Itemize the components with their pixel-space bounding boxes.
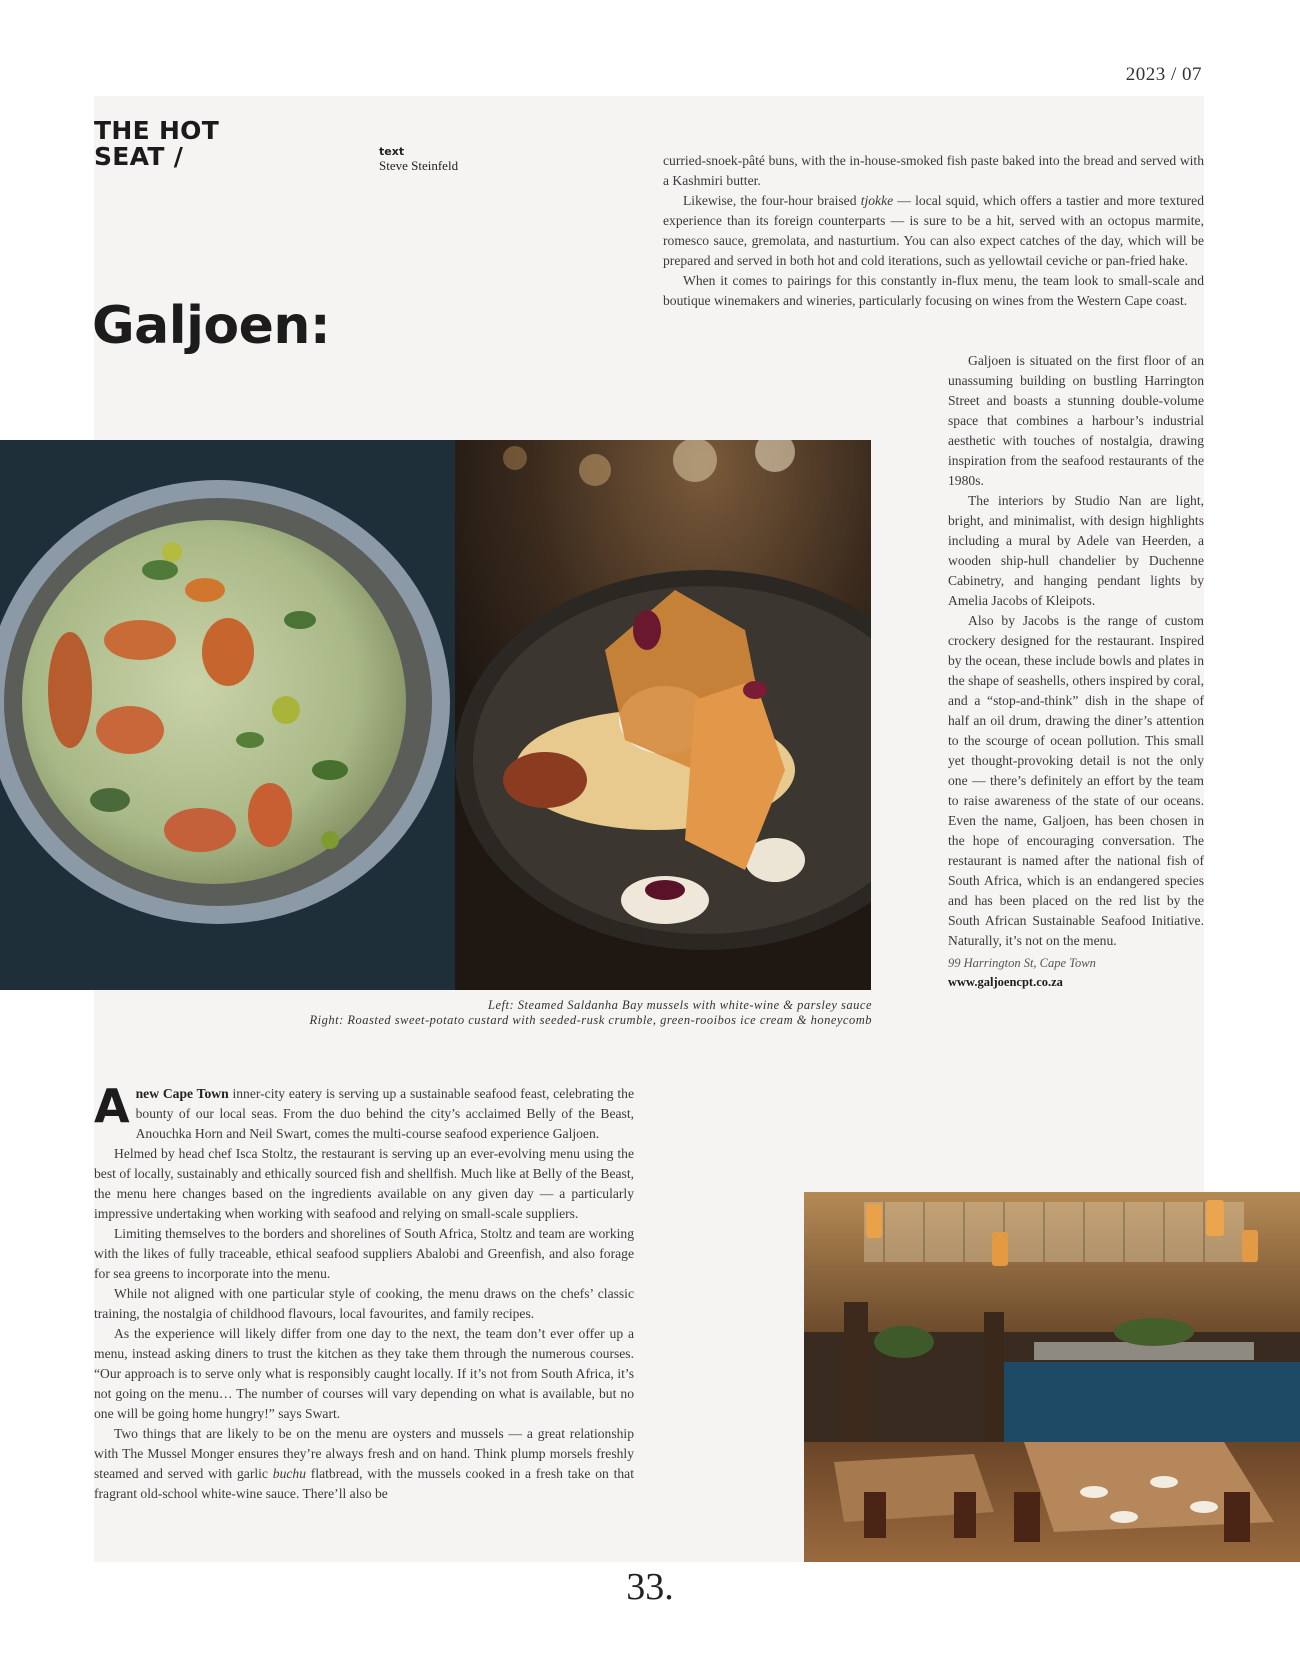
mussels-photo — [0, 440, 455, 990]
article-paragraph: Galjoen is situated on the first floor of an unassuming building on bustling Harrington Street and boasts a stunning double-volume space that combines a harbour’s industrial aesthetic with touches of nostalgia, drawing inspiration from the seafood restaurants of the 1980s. — [948, 353, 1204, 488]
caption-line-left: Left: Steamed Saldanha Bay mussels with white-wine & parsley sauce — [488, 998, 872, 1012]
drop-cap: A — [94, 1079, 130, 1133]
byline-author: Steve Steinfeld — [379, 158, 459, 173]
article-headline: Galjoen: — [92, 296, 331, 356]
page-number: 33. — [626, 1566, 674, 1608]
byline — [379, 145, 458, 173]
article-column-top — [663, 151, 1204, 311]
article-paragraph: While not aligned with one particular style of cooking, the menu draws on the chefs’ classic training, the nostalgia of childhood flavours, local favourites, and family recipes. — [94, 1286, 634, 1321]
section-label-line-1: THE HOT — [94, 116, 220, 145]
byline-label: text — [379, 145, 405, 158]
article-column-main — [94, 1079, 634, 1504]
article-column-right — [948, 351, 1204, 991]
article-paragraph: Limiting themselves to the borders and shorelines of South Africa, Stoltz and team are working with the likes of fully traceable, ethical seafood suppliers Abalobi and Greenfish, and also forage for sea greens to incorporate into the menu. — [94, 1226, 634, 1281]
section-label — [94, 118, 219, 170]
photo-caption — [309, 998, 872, 1028]
article-paragraph: Helmed by head chef Isca Stoltz, the restaurant is serving up an ever-evolving menu using the best of locally, sustainably and ethically sourced fish and shellfish. Much like at Belly of the Beast, the menu here changes based on the ingredients available on any given day — a particularly impressive undertaking when working with seafood and relying on small-scale suppliers. — [94, 1146, 634, 1221]
restaurant-website-link[interactable]: www.galjoencpt.co.za — [948, 975, 1063, 989]
dessert-photo — [455, 440, 871, 990]
section-label-line-2: SEAT / — [94, 142, 184, 171]
issue-date: 2023 / 07 — [1125, 64, 1202, 85]
lead-in: new Cape Town — [135, 1086, 229, 1101]
article-paragraph: curried-snoek-pâté buns, with the in-house-smoked fish paste baked into the bread and served with a Kashmiri butter. — [663, 153, 1204, 188]
caption-line-right: Right: Roasted sweet-potato custard with seeded-rusk crumble, green-rooibos ice cream & honeycomb — [309, 1013, 872, 1027]
article-paragraph: Two things that are likely to be on the menu are oysters and mussels — a great relationship with The Mussel Monger ensures they’re always fresh and on hand. Think plump morsels freshly steamed and served with garlic buchu flatbread, with the mussels cooked in a fresh take on that fragrant old-school white-wine sauce. There’ll also be — [94, 1426, 634, 1501]
article-paragraph: The interiors by Studio Nan are light, bright, and minimalist, with design highlights including a mural by Adele van Heerden, a wooden ship-hull chandelier by Duchenne Cabinetry, and hanging pendant lights by Amelia Jacobs of Kleipots. — [948, 493, 1204, 608]
restaurant-address: 99 Harrington St, Cape Town — [948, 956, 1096, 970]
article-paragraph: Also by Jacobs is the range of custom crockery designed for the restaurant. Inspired by the ocean, these include bowls and plates in the shape of seashells, others inspired by coral, and a “stop-and-think” dish in the shape of half an oil drum, drawing the diner’s attention to the scourge of ocean pollution. This small yet thought-provoking detail is not the only one — there’s definitely an effort by the team to raise awareness of the state of our oceans. Even the name, Galjoen, has been chosen in the hope of encouraging conversation. The restaurant is named after the national fish of South Africa, which is an endangered species and has been placed on the red list by the South African Sustainable Seafood Initiative. Naturally, it’s not on the menu. — [948, 613, 1204, 948]
restaurant-interior-photo — [804, 1192, 1300, 1562]
article-intro-paragraph: Anew Cape Town inner-city eatery is serving up a sustainable seafood feast, celebrating the bounty of our local seas. From the duo behind the city’s acclaimed Belly of the Beast, Anouchka Horn and Neil Swart, comes the multi-course seafood experience Galjoen. — [94, 1079, 634, 1141]
article-paragraph: As the experience will likely differ from one day to the next, the team don’t ever offer up a menu, instead asking diners to trust the kitchen as they take them through the numerous courses. “Our approach is to serve only what is responsibly caught locally. If it’s not from South Africa, it’s not going on the menu… The number of courses will vary depending on what is available, but no one will be going home hungry!” says Swart. — [94, 1326, 634, 1421]
article-paragraph: Likewise, the four-hour braised tjokke — local squid, which offers a tastier and more textured experience than its foreign counterparts — is sure to be a hit, served with an octopus marmite, romesco sauce, gremolata, and nasturtium. You can also expect catches of the day, which will be prepared and served in both hot and cold iterations, such as yellowtail ceviche or pan-fried hake. — [663, 193, 1204, 268]
article-paragraph: When it comes to pairings for this constantly in-flux menu, the team look to small-scale and boutique winemakers and wineries, particularly focusing on wines from the Western Cape coast. — [663, 273, 1204, 308]
